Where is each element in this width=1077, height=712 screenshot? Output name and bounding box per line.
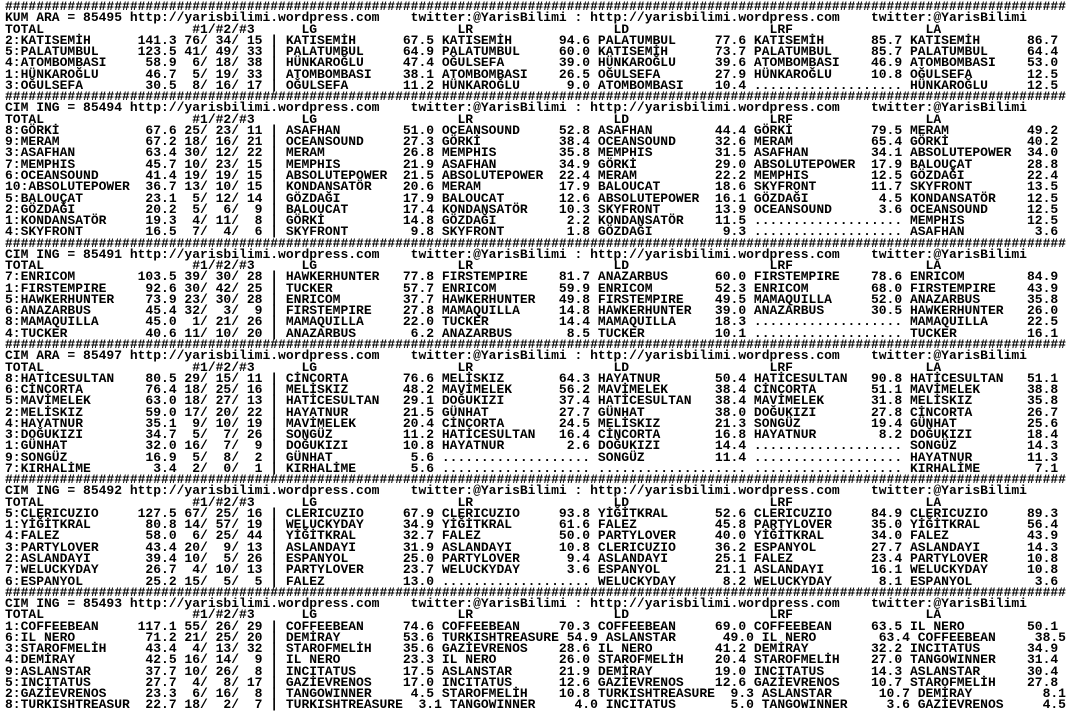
table-row: 1:KONDANSATÖR 19.3 4/ 11/ 8 | GÖRKİ 14.8 GÖZDAĞI 2.2 KONDANSATÖR 11.5 ................... MEMPHIS 12.5 <box>5 213 1059 229</box>
table-row: 3:STAROFMELİH 43.4 4/ 13/ 32 | STAROFMELİH 35.6 GAZİEVRENOS 28.6 IL NERO 41.2 DEMİRAY 32.2 INCITATUS 34.9 <box>5 641 1059 657</box>
table-row: 7:WELUCKYDAY 26.7 4/ 10/ 13 | PARTYLOVER 23.7 WELUCKYDAY 3.6 ESPANYOL 21.1 ASLANDAYI 16.1 WELUCKYDAY 10.8 <box>5 562 1059 578</box>
table-row: 3:PARTYLOVER 43.4 20/ 9/ 13 | ASLANDAYI 31.9 ASLANDAYI 10.8 CLERICUZIO 36.2 ESPANYOL 27.7 ASLANDAYI 14.3 <box>5 539 1059 555</box>
table-row: 9:MERAM 67.2 18/ 16/ 21 | OCEANSOUND 27.3 GÖRKİ 38.4 OCEANSOUND 32.6 MERAM 65.4 GÖRKİ 40.2 <box>5 134 1059 150</box>
table-row: 4:FALEZ 58.0 6/ 25/ 44 | YİĞİTKRAL 32.7 FALEZ 50.0 PARTYLOVER 40.0 YİĞİTKRAL 34.0 FALEZ 43.9 <box>5 528 1059 544</box>
table-row: 2:ASLANDAYI 39.4 10/ 5/ 26 | ESPANYOL 25.0 PARTYLOVER 9.4 ASLANDAYI 25.1 FALEZ 23.4 PARTYLOVER 10.8 <box>5 551 1059 567</box>
table-row: 4:HAYATNUR 35.1 9/ 10/ 19 | MAVİMELEK 20.4 CİNCORTA 24.5 MELİSKIZ 21.3 SONGÜZ 19.4 GÜNHAT 25.6 <box>5 415 1059 431</box>
table-row: 6:OCEANSOUND 41.4 19/ 19/ 15 | ABSOLUTEPOWER 21.5 ABSOLUTEPOWER 22.4 MERAM 22.2 MEMPHIS 12.5 GÖZDAĞI 22.4 <box>5 167 1059 183</box>
table-row: 6:ESPANYOL 25.2 15/ 5/ 5 | FALEZ 13.0 ................... WELUCKYDAY 8.2 WELUCKYDAY 8.1 ESPANYOL 3.6 <box>5 573 1059 589</box>
separator-line: ######################################################################################################################################## <box>5 472 1066 488</box>
table-row: 6:IL NERO 71.2 21/ 25/ 20 | DEMİRAY 53.6 TURKISHTREASURE 54.9 ASLANSTAR 49.0 IL NERO 63.4 COFFEEBEAN 38.5 <box>5 629 1066 645</box>
table-row: 8:TURKISHTREASUR 22.7 18/ 2/ 7 | TURKISHTREASURE 3.1 TANGOWINNER 4.0 INCITATUS 5.0 TANGOWINNER 3.6 GAZİEVRENOS 4.5 <box>5 697 1066 712</box>
separator-line: ######################################################################################################################################## <box>5 0 1066 14</box>
separator-line: ######################################################################################################################################## <box>5 89 1066 105</box>
table-row: 4:TUCKER 40.6 11/ 10/ 20 | ANAZARBUS 6.2 ANAZARBUS 8.5 TUCKER 10.1 ................... TUCKER 16.1 <box>5 325 1059 341</box>
table-row: 2:MELİSKIZ 59.0 17/ 20/ 22 | HAYATNUR 21.5 GÜNHAT 27.7 GÜNHAT 38.0 DOĞUKIZI 27.8 CİNCORTA 26.7 <box>5 404 1059 420</box>
section-header: KUM ARA = 85495 http://yarisbilimi.wordpress.com twitter:@YarisBilimi : http://yarisbilimi.wordpress.com twitter:@YarisBilimi <box>5 10 1027 26</box>
table-row: 9:ASLANSTAR 37.7 10/ 26/ 8 | INCITATUS 17.5 ASLANSTAR 21.9 DEMİRAY 19.0 INCITATUS 14.3 ASLANSTAR 30.4 <box>5 663 1059 679</box>
table-row: 6:ANAZARBUS 45.4 32/ 3/ 9 | FIRSTEMPIRE 27.8 MAMAQUILLA 14.8 HAWKERHUNTER 39.0 ANAZARBUS 30.5 HAWKERHUNTER 26.0 <box>5 303 1059 319</box>
table-row: 1:FIRSTEMPIRE 92.6 30/ 42/ 25 | TUCKER 57.7 ENRICOM 59.9 ENRICOM 52.3 ENRICOM 68.0 FIRSTEMPIRE 43.9 <box>5 280 1059 296</box>
separator-line: ######################################################################################################################################## <box>5 336 1066 352</box>
section-header: CIM ING = 85492 http://yarisbilimi.wordpress.com twitter:@YarisBilimi : http://yarisbilimi.wordpress.com twitter:@YarisBilimi <box>5 483 1027 499</box>
table-row: 3:ASAFHAN 63.4 30/ 12/ 22 | MERAM 26.8 MEMPHIS 35.8 MEMPHIS 31.5 ASAFHAN 34.1 ABSOLUTEPOWER 34.0 <box>5 145 1059 161</box>
table-row: 4:SKYFRONT 16.5 7/ 4/ 6 | SKYFRONT 9.8 SKYFRONT 1.8 GÖZDAĞI 9.3 ................... ASAFHAN 3.6 <box>5 224 1059 240</box>
table-row: 5:MAVİMELEK 63.0 18/ 27/ 13 | HATİCESULTAN 29.1 DOĞUKIZI 37.4 HATİCESULTAN 38.4 MAVİMELEK 31.8 MELİSKIZ 35.8 <box>5 393 1059 409</box>
table-row: 1:HÜNKAROĞLU 46.7 5/ 19/ 33 | ATOMBOMBASI 38.1 ATOMBOMBASI 26.5 OĞULSEFA 27.9 HÜNKAROĞLU 10.8 OĞULSEFA 12.5 <box>5 66 1059 82</box>
separator-line: ######################################################################################################################################## <box>5 235 1066 251</box>
table-row: 5:INCITATUS 27.7 4/ 8/ 17 | GAZİEVRENOS 17.0 INCITATUS 12.6 GAZİEVRENOS 12.6 GAZİEVRENOS 10.7 STAROFMELİH 27.8 <box>5 674 1059 690</box>
table-row: 7:KIRHALİME 3.4 2/ 0/ 1 | KIRHALİME 5.6 ................... ................... ................... KIRHALİME 7.1 <box>5 460 1059 476</box>
table-row: 7:MEMPHIS 45.7 10/ 23/ 15 | MEMPHIS 21.9 ASAFHAN 34.9 GÖRKİ 29.0 ABSOLUTEPOWER 17.9 BALOUÇAT 28.8 <box>5 156 1059 172</box>
column-header-row: TOTAL #1/#2/#3 LG LR LD LRF LA <box>5 21 942 37</box>
column-header-row: TOTAL #1/#2/#3 LG LR LD LRF LA <box>5 111 942 127</box>
table-row: 8:HATİCESULTAN 80.5 29/ 15/ 11 | CİNCORTA 76.6 MELİSKIZ 64.3 HAYATNUR 50.4 HATİCESULTAN 90.8 HATİCESULTAN 51.1 <box>5 370 1059 386</box>
table-row: 3:OĞULSEFA 30.5 8/ 16/ 17 | OĞULSEFA 11.2 HÜNKAROĞLU 9.0 ATOMBOMBASI 10.4 ................... HÜNKAROĞLU 12.5 <box>5 77 1059 93</box>
section-header: CIM ARA = 85497 http://yarisbilimi.wordpress.com twitter:@YarisBilimi : http://yarisbilimi.wordpress.com twitter:@YarisBilimi <box>5 348 1027 364</box>
table-row: 8:MAMAQUILLA 45.0 1/ 21/ 26 | MAMAQUILLA 22.0 TUCKER 14.4 MAMAQUILLA 18.3 ................... MAMAQUILLA 22.5 <box>5 314 1059 330</box>
column-header-row: TOTAL #1/#2/#3 LG LR LD LRF LA <box>5 607 942 623</box>
section-header: CIM ING = 85494 http://yarisbilimi.wordpress.com twitter:@YarisBilimi : http://yarisbilimi.wordpress.com twitter:@YarisBilimi <box>5 100 1027 116</box>
table-row: 1:GÜNHAT 32.0 16/ 7/ 9 | DOĞUKIZI 10.8 HAYATNUR 2.6 DOĞUKIZI 14.4 ................... SONGÜZ 14.3 <box>5 438 1059 454</box>
table-row: 8:GÖRKİ 67.6 25/ 23/ 11 | ASAFHAN 51.0 OCEANSOUND 52.8 ASAFHAN 44.4 GÖRKİ 79.5 MERAM 49.2 <box>5 122 1059 138</box>
table-row: 5:HAWKERHUNTER 73.9 23/ 30/ 28 | ENRICOM 37.7 HAWKERHUNTER 49.8 FIRSTEMPIRE 49.5 MAMAQUILLA 52.0 ANAZARBUS 35.8 <box>5 291 1059 307</box>
table-row: 7:ENRICOM 103.5 39/ 30/ 28 | HAWKERHUNTER 77.8 FIRSTEMPIRE 81.7 ANAZARBUS 60.0 FIRSTEMPIRE 78.6 ENRICOM 84.9 <box>5 269 1059 285</box>
table-row: 3:DOĞUKIZI 34.7 5/ 7/ 26 | SONGÜZ 11.2 HATİCESULTAN 16.4 CİNCORTA 16.8 HAYATNUR 8.2 DOĞUKIZI 18.4 <box>5 427 1059 443</box>
table-row: 5:BALOUÇAT 23.1 5/ 12/ 14 | GÖZDAĞI 17.9 BALOUCAT 12.6 ABSOLUTEPOWER 16.1 GÖZDAĞI 4.5 KONDANSATÖR 12.5 <box>5 190 1059 206</box>
column-header-row: TOTAL #1/#2/#3 LG LR LD LRF LA <box>5 359 942 375</box>
section-header: CIM ING = 85493 http://yarisbilimi.wordpress.com twitter:@YarisBilimi : http://yarisbilimi.wordpress.com twitter:@YarisBilimi <box>5 596 1027 612</box>
table-row: 6:CİNCORTA 76.4 18/ 25/ 16 | MELİSKIZ 48.2 MAVİMELEK 56.2 MAVİMELEK 38.4 CİNCORTA 51.1 MAVİMELEK 38.8 <box>5 382 1059 398</box>
table-row: 5:PALATUMBUL 123.5 41/ 49/ 33 | PALATUMBUL 64.9 PALATUMBUL 60.0 KATISEMİH 73.7 PALATUMBUL 85.7 PALATUMBUL 64.4 <box>5 44 1059 60</box>
table-row: 9:SONGÜZ 16.9 5/ 8/ 2 | GÜNHAT 5.6 ................... SONGÜZ 11.4 ................... HAYATNUR 11.3 <box>5 449 1059 465</box>
table-row: 10:ABSOLUTEPOWER 36.7 13/ 10/ 15 | KONDANSATÖR 20.6 MERAM 17.9 BALOUCAT 18.6 SKYFRONT 11.7 SKYFRONT 13.5 <box>5 179 1059 195</box>
table-row: 2:KATISEMİH 141.3 76/ 34/ 15 | KATISEMİH 67.5 KATISEMİH 94.6 PALATUMBUL 77.6 KATISEMİH 85.7 KATISEMİH 86.7 <box>5 32 1059 48</box>
section-header: CIM ING = 85491 http://yarisbilimi.wordpress.com twitter:@YarisBilimi : http://yarisbilimi.wordpress.com twitter:@YarisBilimi <box>5 246 1027 262</box>
table-row: 2:GAZİEVRENOS 23.3 6/ 16/ 8 | TANGOWINNER 4.5 STAROFMELİH 10.8 TURKISHTREASURE 9.3 ASLANSTAR 10.7 DEMİRAY 8.1 <box>5 686 1066 702</box>
table-row: 5:CLERICUZIO 127.5 67/ 25/ 16 | CLERICUZIO 67.9 CLERICUZIO 93.8 YİĞİTKRAL 52.6 CLERICUZIO 84.9 CLERICUZIO 89.3 <box>5 505 1059 521</box>
table-row: 1:YİĞİTKRAL 80.8 14/ 57/ 19 | WELUCKYDAY 34.9 YİĞİTKRAL 61.6 FALEZ 45.8 PARTYLOVER 35.0 YİĞİTKRAL 56.4 <box>5 517 1059 533</box>
table-row: 1:COFFEEBEAN 117.1 55/ 26/ 29 | COFFEEBEAN 74.6 COFFEEBEAN 70.3 COFFEEBEAN 69.0 COFFEEBEAN 63.5 IL NERO 50.1 <box>5 618 1059 634</box>
column-header-row: TOTAL #1/#2/#3 LG LR LD LRF LA <box>5 494 942 510</box>
separator-line: ######################################################################################################################################## <box>5 584 1066 600</box>
column-header-row: TOTAL #1/#2/#3 LG LR LD LRF LA <box>5 258 942 274</box>
table-row: 2:GÖZDAĞI 20.2 5/ 6/ 9 | BALOUCAT 17.4 KONDANSATÖR 10.3 SKYFRONT 13.9 OCEANSOUND 3.6 OCEANSOUND 12.5 <box>5 201 1059 217</box>
table-row: 4:DEMİRAY 42.5 16/ 14/ 9 | IL NERO 23.3 IL NERO 26.0 STAROFMELİH 20.4 STAROFMELİH 27.0 TANGOWINNER 31.4 <box>5 652 1059 668</box>
table-row: 4:ATOMBOMBASI 58.9 6/ 18/ 38 | HÜNKAROĞLU 47.4 OĞULSEFA 39.0 HÜNKAROĞLU 39.6 ATOMBOMBASI 46.9 ATOMBOMBASI 53.0 <box>5 55 1059 71</box>
